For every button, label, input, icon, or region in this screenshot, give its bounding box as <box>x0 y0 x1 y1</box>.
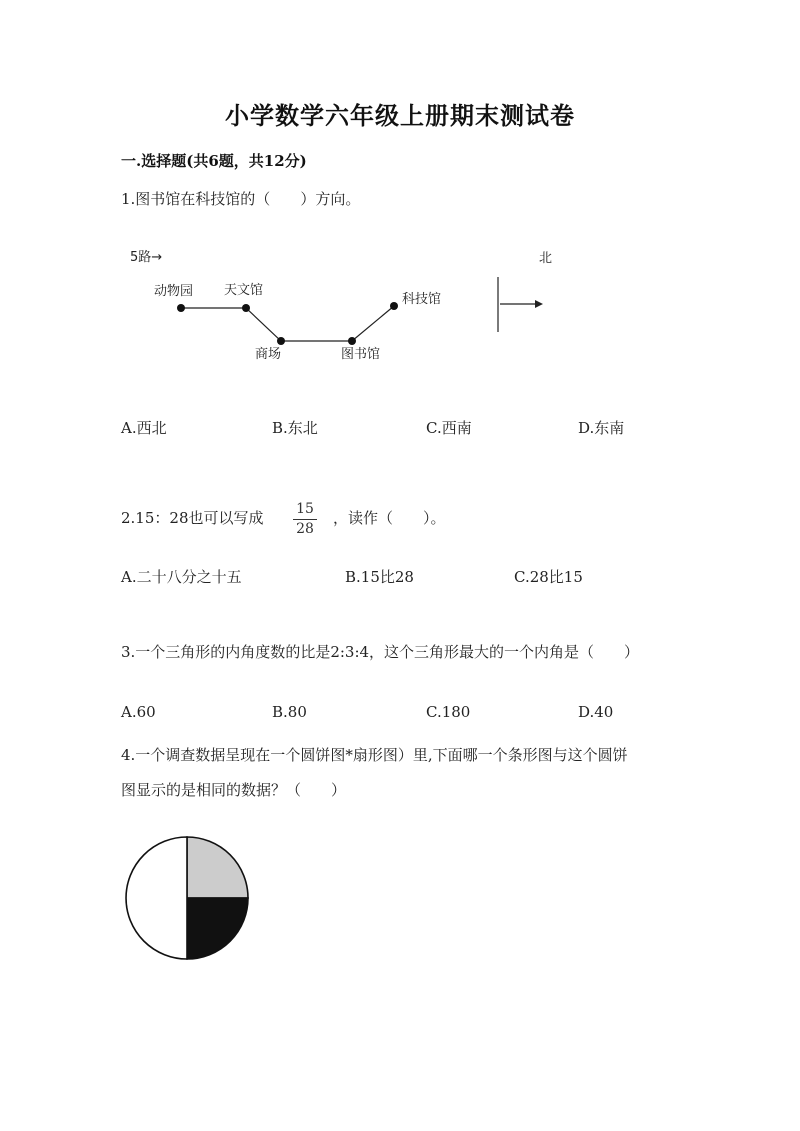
east-arrowhead <box>535 300 543 308</box>
q3-option-d[interactable]: D.40 <box>578 703 614 721</box>
q2-option-b[interactable]: B.15比28 <box>345 568 414 586</box>
q3-option-c[interactable]: C.180 <box>426 703 471 721</box>
q1-option-b[interactable]: B.东北 <box>272 419 318 437</box>
pie-slice-white <box>126 837 187 959</box>
route-label: 5路→ <box>130 250 163 265</box>
stop-dot-zoo <box>177 304 185 312</box>
q1-option-d[interactable]: D.东南 <box>578 419 625 437</box>
fraction-numerator: 15 <box>296 501 314 517</box>
q1-option-a[interactable]: A.西北 <box>121 419 167 437</box>
pie-slice-gray <box>187 837 248 898</box>
fraction-15-28 <box>293 501 317 538</box>
stop-label-zoo: 动物园 <box>154 284 194 299</box>
route-line <box>181 306 394 341</box>
q3-option-b[interactable]: B.80 <box>272 703 307 721</box>
q1-option-c[interactable]: C.西南 <box>426 419 472 437</box>
stop-label-mall: 商场 <box>255 347 282 362</box>
question-1-text: 1.图书馆在科技馆的（ ）方向。 <box>121 190 361 208</box>
stop-dot-library <box>348 337 356 345</box>
stop-dot-mall <box>277 337 285 345</box>
question-4-text-line2: 图显示的是相同的数据？（ ） <box>121 781 347 799</box>
stop-label-science-museum: 科技馆 <box>402 292 442 307</box>
stop-label-library: 图书馆 <box>341 347 381 362</box>
page-title: 小学数学六年级上册期末测试卷 <box>225 101 575 130</box>
pie-chart <box>118 828 258 968</box>
question-2-text-before: 2.15：28也可以写成 <box>121 509 264 527</box>
q2-option-a[interactable]: A.二十八分之十五 <box>121 568 242 586</box>
question-2-text-after: ，读作（ ）。 <box>333 509 446 527</box>
pie-slice-black <box>187 898 248 959</box>
q3-option-a[interactable]: A.60 <box>121 703 156 721</box>
fraction-bar <box>293 519 317 520</box>
question-4-text-line1: 4.一个调查数据呈现在一个圆饼图*扇形图）里,下面哪一个条形图与这个圆饼 <box>121 746 628 764</box>
stop-dot-science-museum <box>390 302 398 310</box>
stop-label-planetarium: 天文馆 <box>224 283 264 298</box>
north-label: 北 <box>539 251 553 266</box>
section-heading: 一.选择题(共6题，共12分) <box>121 152 307 170</box>
question-3-text: 3.一个三角形的内角度数的比是2:3:4，这个三角形最大的一个内角是（ ） <box>121 643 640 661</box>
fraction-denominator: 28 <box>296 521 314 537</box>
q2-option-c[interactable]: C.28比15 <box>514 568 583 586</box>
stop-dot-planetarium <box>242 304 250 312</box>
bus-route-map <box>120 240 580 370</box>
